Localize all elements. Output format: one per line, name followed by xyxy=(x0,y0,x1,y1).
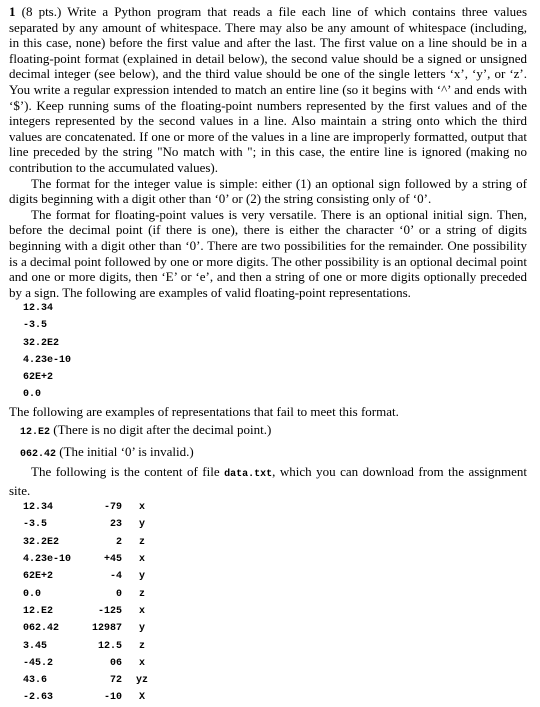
file-row-float: 12.E2 xyxy=(23,605,54,617)
invalid-example xyxy=(20,443,527,465)
file-row-letter: y xyxy=(138,519,145,531)
file-row-letter: z xyxy=(138,640,145,652)
file-row-float: 12.34 xyxy=(23,502,54,514)
file-intro-paragraph xyxy=(9,464,527,498)
valid-examples-block xyxy=(9,300,527,403)
file-row-letter: yz xyxy=(135,675,148,687)
file-row-int: 2 xyxy=(115,536,122,548)
invalid-example xyxy=(20,421,527,443)
invalid-example-note: (The initial ‘0’ is invalid.) xyxy=(59,443,194,459)
file-row xyxy=(23,551,162,568)
file-row-int: 23 xyxy=(109,519,122,531)
file-row xyxy=(23,517,162,534)
document-page xyxy=(9,4,527,707)
file-row-letter: x xyxy=(138,502,145,514)
file-row-float: 062.42 xyxy=(23,623,60,635)
file-row-float: 0.0 xyxy=(23,588,42,600)
file-row-int: -125 xyxy=(97,605,122,617)
invalid-examples-list xyxy=(9,421,527,464)
file-row-int: -10 xyxy=(103,692,122,704)
problem-points: (8 pts.) xyxy=(21,4,62,19)
valid-example: 4.23e-10 xyxy=(23,354,72,366)
file-row-float: 3.45 xyxy=(23,640,48,652)
valid-example: 62E+2 xyxy=(23,372,54,384)
file-row xyxy=(23,534,162,551)
file-row-letter: X xyxy=(138,692,145,704)
valid-example: 32.2E2 xyxy=(23,337,60,349)
file-row-float: -45.2 xyxy=(23,657,54,669)
file-row xyxy=(23,655,162,672)
file-row-float: 32.2E2 xyxy=(23,536,60,548)
integer-format-paragraph: The format for the integer value is simple: either (1) an optional sign followed by a string of digits beginning with a digit other than ‘0’ or (2) the string consisting only of ‘0’. xyxy=(9,175,527,207)
file-row-int: 12.5 xyxy=(97,640,122,652)
file-row-int: 0 xyxy=(115,588,122,600)
float-format-paragraph: The format for floating-point values is very versatile. There is an optional initial sign. Then, before the decimal point (if there is one), there is either the character ‘0’ or a string of digits beginning with a digit other than ‘0’. There are two possibilities for the remainder. One possibility is a decimal point followed by one or more digits. The other possibility is an optional decimal point and one or more digits, then ‘E’ or ‘e’, and then a string of one or more digits optionally preceded by a sign. The following are examples of valid floating-point representations. xyxy=(9,206,527,300)
file-row xyxy=(23,690,162,707)
file-row-float: -2.63 xyxy=(23,692,54,704)
file-name: data.txt xyxy=(224,469,273,481)
file-row-float: 4.23e-10 xyxy=(23,554,72,566)
file-row-int: 72 xyxy=(109,675,122,687)
file-row-letter: z xyxy=(138,536,145,548)
problem-number: 1 xyxy=(9,4,16,19)
file-row-letter: x xyxy=(138,605,145,617)
file-row xyxy=(23,586,162,603)
file-row xyxy=(23,499,162,516)
file-row-int: 06 xyxy=(109,657,122,669)
valid-example: 12.34 xyxy=(23,303,54,315)
invalid-intro: The following are examples of representations that fail to meet this format. xyxy=(9,403,399,419)
file-row xyxy=(23,603,162,620)
file-row-float: 43.6 xyxy=(23,675,48,687)
file-row-float: 62E+2 xyxy=(23,571,54,583)
file-row-letter: y xyxy=(138,571,145,583)
file-row xyxy=(23,620,162,637)
problem-paragraph-intro xyxy=(9,4,527,176)
file-row-int: -4 xyxy=(109,571,122,583)
file-row-letter: x xyxy=(138,657,145,669)
file-row xyxy=(23,568,162,585)
file-row-letter: z xyxy=(138,588,145,600)
invalid-example-note: (There is no digit after the decimal point.) xyxy=(53,422,272,438)
invalid-example-code: 062.42 xyxy=(20,448,57,460)
valid-example: -3.5 xyxy=(23,320,48,332)
file-intro-after: , which you can download from the assignment site. xyxy=(9,464,527,498)
file-row xyxy=(23,638,162,655)
file-row-int: 12987 xyxy=(91,623,122,635)
valid-example: 0.0 xyxy=(23,389,42,401)
file-intro-before: The following is the content of file xyxy=(31,464,225,480)
file-row-letter: x xyxy=(138,554,145,566)
file-row-letter: y xyxy=(138,623,145,635)
file-contents-table xyxy=(23,499,162,707)
file-row-int: +45 xyxy=(103,554,122,566)
file-row-float: -3.5 xyxy=(23,519,48,531)
file-row-int: -79 xyxy=(103,502,122,514)
problem-description: Write a Python program that reads a file each line of which contains three values separated by any amount of whitespace. There may also be any amount of whitespace (including, in this case, none) before the first value and after the last. The first value on a line should be in a floating-point format (explained in detail below), the second value should be a signed or unsigned decimal integer (see below), and the third value should be one of the single letters ‘x’, ‘y’, or ‘z’. You write a regular expression intended to match an entire line (so it begins with ‘^’ and ends with ‘$’). Keep running sums of the floating-point numbers represented by the first values and of the integers represented by the second values in a line. Also maintain a string onto which the third values are concatenated. If one or more of the values in a line are improperly formatted, output that line preceded by the string "No match with "; in this case, the entire line is ignored (making no contribution to the accumulated values). xyxy=(9,4,528,175)
invalid-example-code: 12.E2 xyxy=(20,427,51,439)
